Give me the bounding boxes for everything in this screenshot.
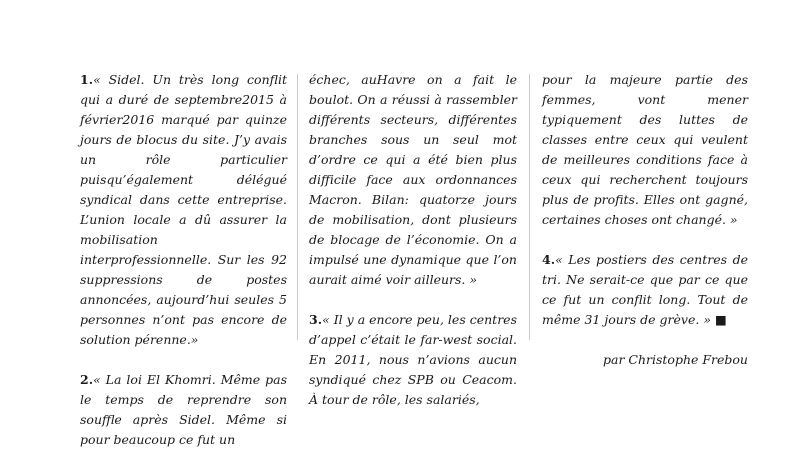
column-1 bbox=[80, 70, 287, 450]
paragraph-text: « Les postiers des centres de tri. Ne serait-ce que par ce que ce fut un conflit long. Tout de même 31 jours de grève. » bbox=[542, 252, 748, 327]
item-number: 3. bbox=[309, 312, 323, 327]
paragraph-continuation bbox=[542, 70, 748, 230]
paragraph-continuation bbox=[309, 70, 517, 290]
paragraph-1 bbox=[80, 70, 287, 350]
paragraph-4 bbox=[542, 250, 748, 330]
item-number: 2. bbox=[80, 372, 94, 387]
paragraph-text: « Sidel. Un très long conflit qui a duré de septembre2015 à février2016 marqué par quinze jours de blocus du site. J’y avais un rôle particulier puisqu’également délégué syndical dans cette entreprise. L’union locale a dû assurer la mobilisation interprofessionnelle. Sur les 92 suppressions de postes annoncées, aujourd’hui seules 5 personnes n’ont pas encore de solution pérenne.» bbox=[80, 72, 287, 347]
paragraph-text: pour la majeure partie des femmes, vont mener typiquement des luttes de classes entre ceux qui veulent de meilleures conditions face à ceux qui recherchent toujours plus de profits. Elles ont gagné, certaines choses ont changé. » bbox=[542, 72, 748, 227]
item-number: 1. bbox=[80, 72, 94, 87]
column-2 bbox=[309, 70, 517, 410]
item-number: 4. bbox=[542, 252, 556, 267]
paragraph-text: échec, auHavre on a fait le boulot. On a réussi à rassembler différents secteurs, différentes branches sous un seul mot d’ordre ce qui a été bien plus difficile face aux ordonnances Macron. Bilan: quatorze jours de mobilisation, dont plusieurs de blocage de l’économie. On a impulsé une dynamique que l’on aurait aimé voir ailleurs. » bbox=[309, 72, 517, 287]
author-signature: par Christophe Frebou bbox=[602, 352, 748, 367]
paragraph-2 bbox=[80, 370, 287, 450]
paragraph-text: « La loi El Khomri. Même pas le temps de reprendre son souffle après Sidel. Même si pour beaucoup ce fut un bbox=[80, 372, 287, 447]
paragraph-text: « Il y a encore peu, les centres d’appel c’était le far-west social. En 2011, nous n’avions aucun syndiqué chez SPB ou Ceacom. À tour de rôle, les salariés, bbox=[309, 312, 517, 407]
column-divider bbox=[529, 74, 530, 340]
column-divider bbox=[297, 74, 298, 340]
column-3 bbox=[542, 70, 748, 370]
paragraph-3 bbox=[309, 310, 517, 410]
end-mark: ■ bbox=[710, 312, 727, 327]
